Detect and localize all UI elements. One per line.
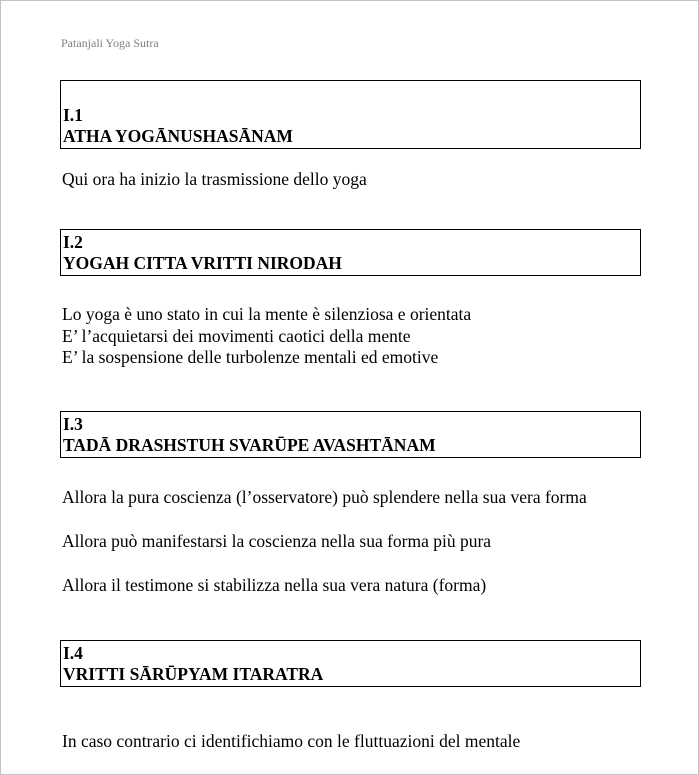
running-header: Patanjali Yoga Sutra [61,36,159,50]
translation-line: Allora la pura coscienza (l’osservatore) può splendere nella sua vera forma [62,487,587,507]
sutra-translation-4 [62,731,520,753]
sutra-heading-box-3 [60,411,641,458]
sutra-sanskrit-title: YOGAH CITTA VRITTI NIRODAH [63,253,342,273]
sutra-translation-3 [62,486,587,596]
translation-line: E’ la sospensione delle turbolenze mentali ed emotive [62,347,439,367]
sutra-translation-1 [62,169,367,191]
sutra-number: I.3 [63,414,83,434]
translation-line: Lo yoga è uno stato in cui la mente è silenziosa e orientata [62,304,472,324]
translation-line: Allora il testimone si stabilizza nella sua vera natura (forma) [62,575,487,595]
translation-line: In caso contrario ci identifichiamo con le fluttuazioni del mentale [62,731,521,751]
sutra-number: I.1 [63,105,83,125]
sutra-number: I.4 [63,643,83,663]
translation-line: E’ l’acquietarsi dei movimenti caotici della mente [62,325,411,346]
sutra-heading-box-4 [60,640,641,687]
translation-line: Qui ora ha inizio la trasmissione dello yoga [62,169,367,189]
sutra-heading-box-2 [60,229,641,276]
sutra-sanskrit-title: VRITTI SĀRŪPYAM ITARATRA [63,664,324,684]
translation-line: Allora può manifestarsi la coscienza nella sua forma più pura [62,531,492,551]
sutra-translation-2 [62,304,471,369]
sutra-number: I.2 [63,232,83,252]
sutra-sanskrit-title: TADĀ DRASHSTUH SVARŪPE AVASHTĀNAM [63,435,436,455]
sutra-heading-box-1 [60,80,641,149]
sutra-sanskrit-title: ATHA YOGĀNUSHASĀNAM [63,126,293,146]
